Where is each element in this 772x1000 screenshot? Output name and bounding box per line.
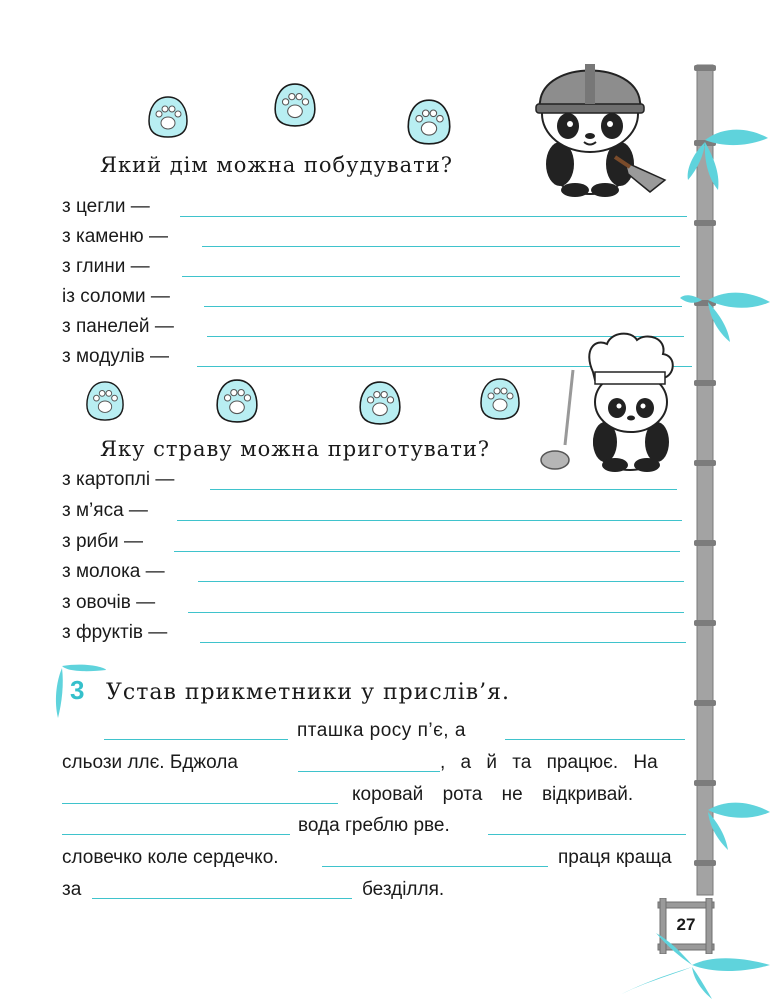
list-item (62, 226, 680, 250)
answer-line[interactable] (62, 834, 290, 835)
answer-line[interactable] (182, 276, 680, 277)
proverb-text: сльози ллє. Бджола (62, 752, 238, 773)
answer-line[interactable] (198, 581, 684, 582)
item-label: з модулів — (62, 346, 170, 367)
item-label: з цегли — (62, 196, 150, 217)
item-label: з панелей — (62, 316, 174, 337)
answer-line[interactable] (62, 803, 338, 804)
exercise-number: 3 (70, 675, 85, 705)
page-number: 27 (676, 915, 696, 934)
proverb-text: за (62, 879, 82, 900)
paw-print-icon (147, 95, 189, 139)
paw-print-icon (406, 98, 452, 146)
item-label: з фруктів — (62, 622, 168, 643)
list-item (62, 196, 687, 220)
list-item (62, 500, 682, 524)
answer-line[interactable] (177, 520, 682, 521)
proverb-text: словечко коле сердечко. (62, 847, 279, 868)
answer-line[interactable] (210, 489, 677, 490)
paw-print-icon (478, 377, 522, 421)
leaf-icon (612, 925, 772, 1000)
proverb-text: пташка росу п’є, а (297, 720, 466, 741)
bamboo-icon (680, 60, 772, 1000)
list-item (62, 531, 680, 555)
proverb-text: , а й та працює. На (440, 752, 658, 773)
paw-print-icon (272, 82, 318, 128)
item-label: з каменю — (62, 226, 168, 247)
panda-chef-icon (535, 330, 685, 475)
item-label: з глини — (62, 256, 150, 277)
paw-print-icon (214, 378, 260, 424)
answer-line[interactable] (488, 834, 686, 835)
list-item (62, 622, 686, 646)
proverb-text: вода греблю рве. (298, 815, 450, 836)
answer-line[interactable] (505, 739, 685, 740)
answer-line[interactable] (204, 306, 682, 307)
item-label: з овочів — (62, 592, 156, 613)
answer-line[interactable] (200, 642, 686, 643)
panda-builder-icon (530, 52, 675, 197)
item-label: із соломи — (62, 286, 170, 307)
answer-line[interactable] (298, 771, 440, 772)
answer-line[interactable] (104, 739, 288, 740)
proverb-text: безділля. (362, 879, 445, 900)
answer-line[interactable] (174, 551, 680, 552)
list-item (62, 256, 680, 280)
list-item (62, 469, 677, 493)
answer-line[interactable] (188, 612, 684, 613)
section1-question: Який дім можна побудувати? (100, 153, 454, 177)
answer-line[interactable] (180, 216, 687, 217)
answer-line[interactable] (92, 898, 352, 899)
list-item (62, 561, 684, 585)
item-label: з картоплі — (62, 469, 175, 490)
answer-line[interactable] (322, 866, 548, 867)
list-item (62, 592, 684, 616)
item-label: з риби — (62, 531, 143, 552)
proverb-text: праця краща (558, 847, 672, 868)
paw-print-icon (85, 380, 125, 422)
paw-print-icon (357, 380, 403, 426)
list-item (62, 286, 682, 310)
answer-line[interactable] (202, 246, 680, 247)
section2-question: Яку страву можна приготувати? (100, 437, 491, 461)
item-label: з м’яса — (62, 500, 148, 521)
item-label: з молока — (62, 561, 165, 582)
proverb-text: коровай рота не відкривай. (352, 784, 634, 805)
exercise-title: Устав прикметники у прислів’я. (106, 680, 511, 705)
